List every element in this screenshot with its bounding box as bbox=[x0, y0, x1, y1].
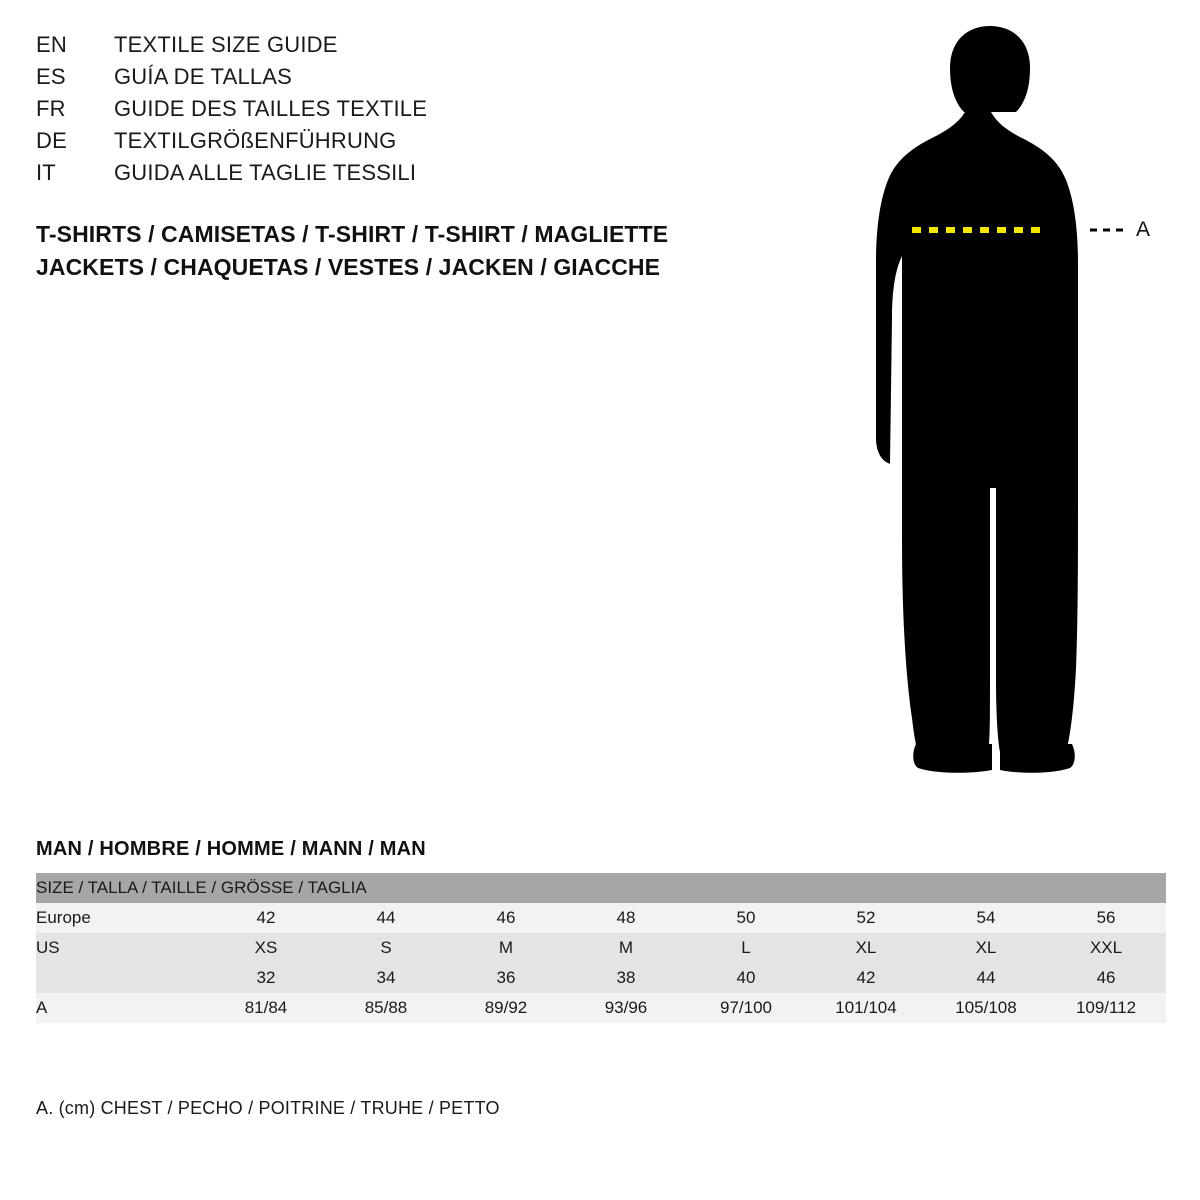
table-cell: M bbox=[446, 933, 566, 963]
language-list bbox=[36, 32, 736, 192]
language-code: FR bbox=[36, 96, 66, 121]
table-cell: 46 bbox=[446, 903, 566, 933]
language-text: GUIDA ALLE TAGLIE TESSILI bbox=[114, 160, 417, 185]
table-cell: M bbox=[566, 933, 686, 963]
language-text: GUIDE DES TAILLES TEXTILE bbox=[114, 96, 428, 121]
table-row bbox=[36, 933, 1166, 963]
table-cell: 36 bbox=[446, 963, 566, 993]
table-cell: 38 bbox=[566, 963, 686, 993]
language-row bbox=[36, 32, 736, 64]
table-cell: 40 bbox=[686, 963, 806, 993]
table-cell: 97/100 bbox=[686, 993, 806, 1023]
row-label: A bbox=[36, 993, 206, 1023]
table-cell: 101/104 bbox=[806, 993, 926, 1023]
row-label: Europe bbox=[36, 903, 206, 933]
table-row bbox=[36, 903, 1166, 933]
row-label bbox=[36, 963, 206, 993]
table-row bbox=[36, 993, 1166, 1023]
table-cell: 34 bbox=[326, 963, 446, 993]
table-cell: XXL bbox=[1046, 933, 1166, 963]
table-cell: 56 bbox=[1046, 903, 1166, 933]
category-jackets: JACKETS / CHAQUETAS / VESTES / JACKEN / GIACCHE bbox=[36, 254, 661, 280]
table-cell: 81/84 bbox=[206, 993, 326, 1023]
measurement-footnote: A. (cm) CHEST / PECHO / POITRINE / TRUHE / PETTO bbox=[36, 1098, 500, 1118]
table-cell: S bbox=[326, 933, 446, 963]
language-code: ES bbox=[36, 64, 66, 89]
table-cell: XL bbox=[806, 933, 926, 963]
category-list bbox=[36, 218, 796, 284]
table-header-label: SIZE / TALLA / TAILLE / GRÖSSE / TAGLIA bbox=[36, 873, 1166, 903]
table-header-row bbox=[36, 873, 1166, 903]
table-cell: 89/92 bbox=[446, 993, 566, 1023]
language-row bbox=[36, 128, 736, 160]
table-cell: 54 bbox=[926, 903, 1046, 933]
chest-measure-label: A bbox=[1136, 218, 1151, 241]
category-tshirts: T-SHIRTS / CAMISETAS / T-SHIRT / T-SHIRT / MAGLIETTE bbox=[36, 221, 669, 247]
table-section-title: MAN / HOMBRE / HOMME / MANN / MAN bbox=[36, 838, 426, 860]
row-label: US bbox=[36, 933, 206, 963]
table-cell: 42 bbox=[806, 963, 926, 993]
table-cell: 50 bbox=[686, 903, 806, 933]
table-cell: 42 bbox=[206, 903, 326, 933]
language-text: TEXTILGRÖßENFÜHRUNG bbox=[114, 128, 397, 153]
language-code: IT bbox=[36, 160, 56, 185]
table-cell: 85/88 bbox=[326, 993, 446, 1023]
body-silhouette-figure bbox=[820, 18, 1180, 778]
table-cell: 109/112 bbox=[1046, 993, 1166, 1023]
table-cell: 48 bbox=[566, 903, 686, 933]
table-cell: 93/96 bbox=[566, 993, 686, 1023]
table-cell: 44 bbox=[926, 963, 1046, 993]
language-code: EN bbox=[36, 32, 67, 57]
language-text: GUÍA DE TALLAS bbox=[114, 64, 293, 89]
language-row bbox=[36, 96, 736, 128]
table-cell: XL bbox=[926, 933, 1046, 963]
table-cell: 105/108 bbox=[926, 993, 1046, 1023]
size-table bbox=[36, 873, 1166, 1023]
language-code: DE bbox=[36, 128, 67, 153]
table-cell: 32 bbox=[206, 963, 326, 993]
table-cell: 44 bbox=[326, 903, 446, 933]
silhouette-shape bbox=[876, 26, 1078, 773]
table-cell: L bbox=[686, 933, 806, 963]
size-table-section bbox=[36, 838, 1166, 1023]
language-text: TEXTILE SIZE GUIDE bbox=[114, 32, 338, 57]
table-cell: 52 bbox=[806, 903, 926, 933]
language-row bbox=[36, 160, 736, 192]
table-row bbox=[36, 963, 1166, 993]
table-cell: 46 bbox=[1046, 963, 1166, 993]
table-cell: XS bbox=[206, 933, 326, 963]
language-row bbox=[36, 64, 736, 96]
